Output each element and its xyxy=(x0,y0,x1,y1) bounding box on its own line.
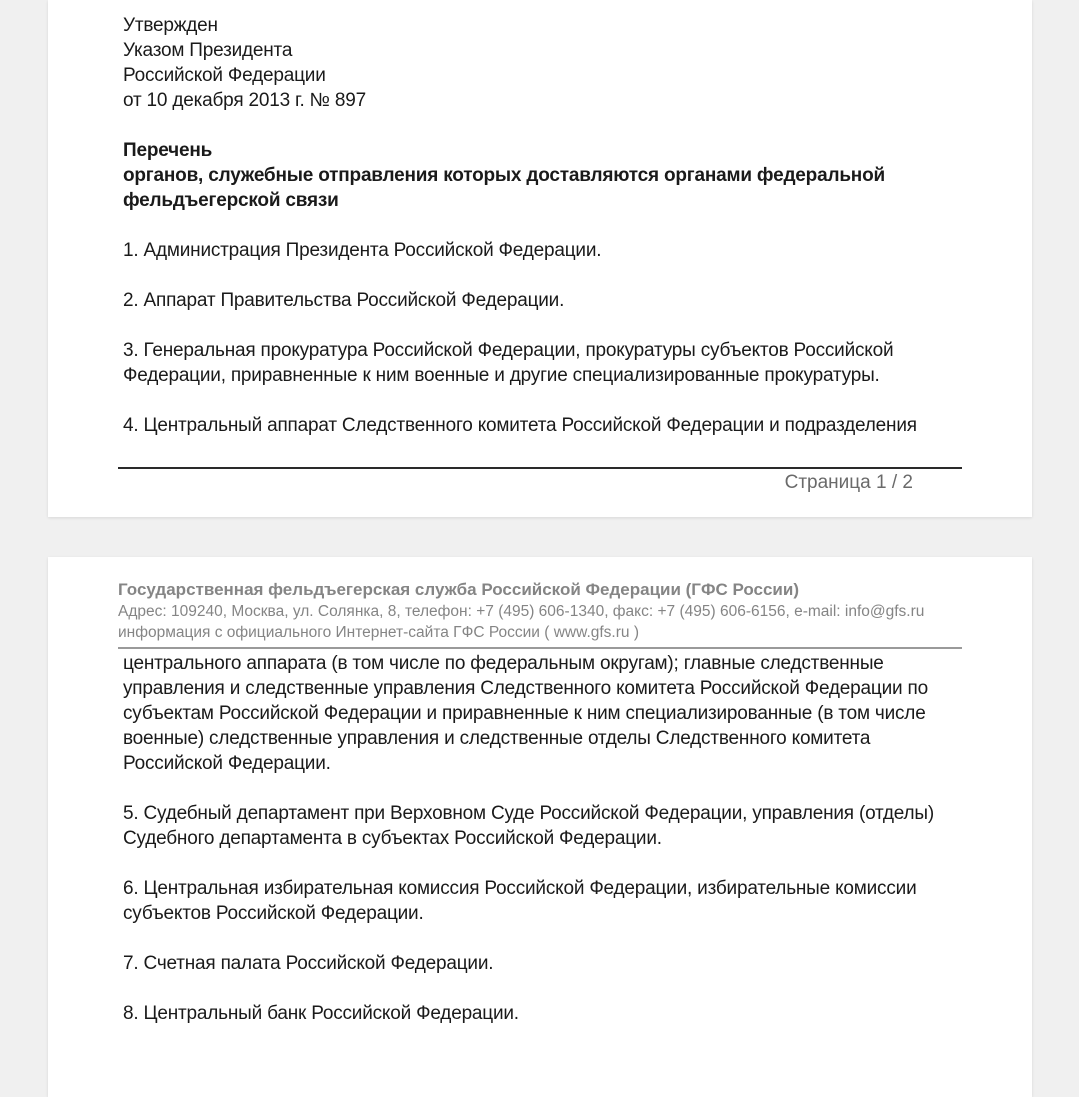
list-item: 2. Аппарат Правительства Российской Федерации. xyxy=(123,290,565,311)
list-item-line: 6. Центральная избирательная комиссия Российской Федерации, избирательные комиссии xyxy=(123,878,917,899)
list-item-continuation xyxy=(123,651,943,776)
list-item-line: военные) следственные управления и следственные отделы Следственного комитета xyxy=(123,728,871,749)
list-item xyxy=(123,338,943,388)
approval-line: Российской Федерации xyxy=(123,65,326,86)
list-item-line: Российской Федерации. xyxy=(123,753,331,774)
list-title-line: Перечень xyxy=(123,140,213,161)
approval-line: Утвержден xyxy=(123,15,218,36)
approval-date-line: от 10 декабря 2013 г. № 897 xyxy=(123,90,366,111)
list-item-line: 3. Генеральная прокуратура Российской Федерации, прокуратуры субъектов Российской xyxy=(123,340,894,361)
page-number: Страница 1 / 2 xyxy=(784,472,913,493)
approval-line: Указом Президента xyxy=(123,40,293,61)
page-header xyxy=(118,579,968,643)
header-source: информация с официального Интернет-сайта ГФС России ( www.gfs.ru ) xyxy=(118,624,639,641)
list-title xyxy=(123,138,943,213)
list-item: 1. Администрация Президента Российской Федерации. xyxy=(123,240,602,261)
list-item-line: Федерации, приравненные к ним военные и другие специализированные прокуратуры. xyxy=(123,365,880,386)
list-item: 4. Центральный аппарат Следственного комитета Российской Федерации и подразделения xyxy=(123,415,917,436)
list-item xyxy=(123,876,943,926)
page-1-content xyxy=(123,13,943,438)
list-item-line: субъектов Российской Федерации. xyxy=(123,903,424,924)
list-item-line: субъектам Российской Федерации и приравненные к ним специализированные (в том числе xyxy=(123,703,926,724)
list-item: 8. Центральный банк Российской Федерации. xyxy=(123,1003,519,1024)
list-item-line: центрального аппарата (в том числе по федеральным округам); главные следственные xyxy=(123,653,884,674)
document-page-1 xyxy=(48,0,1032,517)
list-item-line: 5. Судебный департамент при Верховном Суде Российской Федерации, управления (отделы) xyxy=(123,803,935,824)
list-item-line: управления и следственные управления Следственного комитета Российской Федерации по xyxy=(123,678,928,699)
list-item: 7. Счетная палата Российской Федерации. xyxy=(123,953,494,974)
footer-divider xyxy=(118,467,962,469)
list-title-line: фельдъегерской связи xyxy=(123,190,339,211)
header-organization: Государственная фельдъегерская служба Российской Федерации (ГФС России) xyxy=(118,580,799,599)
header-address: Адрес: 109240, Москва, ул. Солянка, 8, телефон: +7 (495) 606-1340, факс: +7 (495) 606-6156, e-mail: info@gfs.ru xyxy=(118,603,925,620)
approval-block xyxy=(123,13,943,113)
list-item-line: Судебного департамента в субъектах Российской Федерации. xyxy=(123,828,662,849)
document-page-2 xyxy=(48,557,1032,1097)
header-divider xyxy=(118,647,962,649)
list-title-line: органов, служебные отправления которых доставляются органами федеральной xyxy=(123,165,885,186)
list-item xyxy=(123,801,943,851)
page-2-content xyxy=(123,651,943,1026)
